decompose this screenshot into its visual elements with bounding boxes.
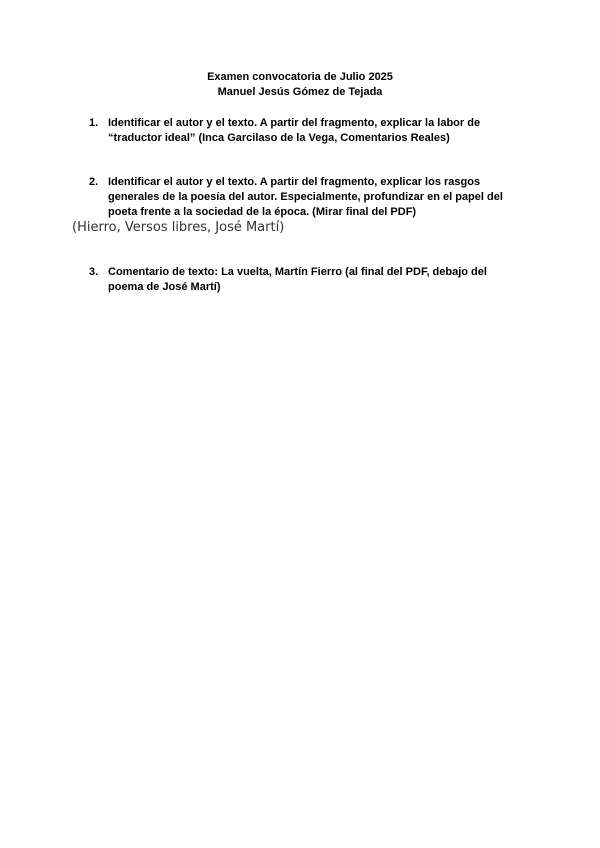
question-text: Identificar el autor y el texto. A partir del fragmento, explicar los rasgos generales de la poesía del autor. Especialmente, profundizar en el papel del poeta frente a la sociedad de la época. (Mirar final del PDF) xyxy=(108,176,503,218)
exam-title: Examen convocatoria de Julio 2025 xyxy=(207,71,393,83)
question-number: 2. xyxy=(89,176,99,188)
question-item-2 xyxy=(89,175,509,220)
question-number: 3. xyxy=(89,266,99,278)
exam-header xyxy=(0,70,600,100)
author-name: Manuel Jesús Gómez de Tejada xyxy=(217,86,383,98)
question-text: Comentario de texto: La vuelta, Martín Fierro (al final del PDF, debajo del poema de José Martí) xyxy=(108,266,487,293)
question-item-1 xyxy=(89,116,509,146)
question-item-3 xyxy=(89,265,509,295)
question-text: Identificar el autor y el texto. A partir del fragmento, explicar la labor de “traductor ideal” (Inca Garcilaso de la Vega, Comentarios Reales) xyxy=(108,117,481,144)
question-number: 1. xyxy=(89,117,99,129)
note-text: (Hierro, Versos libres, José Martí) xyxy=(72,220,285,235)
